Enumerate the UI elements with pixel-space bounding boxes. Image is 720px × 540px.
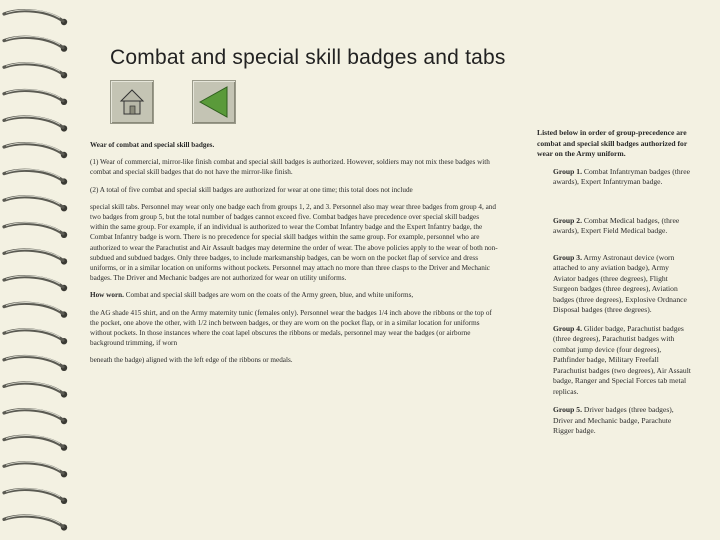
binding-ring [4,144,63,154]
binding-ring [4,117,63,127]
spiral-binding [0,0,80,540]
group-item: Group 3. Army Astronaut device (worn attached to any aviation badge), Army Aviator badges (three degrees), Flight Surgeon badges (three degrees), Aviation badges (three degrees), Explosive Ordnance Disposal badges (three degrees). [553,252,687,314]
group-precedence-column [537,128,691,445]
binding-ring [4,170,63,180]
home-icon [111,81,153,123]
binding-ring [4,436,63,446]
binding-ring [4,11,63,21]
how-worn-label: How worn. [90,291,124,300]
home-button[interactable] [110,80,154,124]
binding-ring [4,90,63,100]
binding-ring [4,277,63,287]
back-button[interactable] [192,80,236,124]
binding-ring [4,489,63,499]
group-item: Group 4. Glider badge, Parachutist badges (three degrees), Parachutist badges with combat jump device (four degrees), Pathfinder badge, Military Freefall Parachutist badges (two degrees), Air Assault badge, Ranger and Special Forces tab metal replicas. [553,323,691,396]
binding-ring [4,303,63,313]
binding-ring [4,410,63,420]
binding-ring [4,516,63,526]
paragraph-2-body: special skill tabs. Personnel may wear only one badge each from groups 1, 2, and 3. Personnel also may wear three badges from group 4, and two badges from group 5, but the total number of badges cannot exceed five. Combat badges have precedence over special skill badges within the same group. For example, if an individual is authorized to wear the Combat Infantry badge and the Expert Infantry badge, the Combat Infantry badge is worn. There is no precedence for special skill badges within the same group. For example, personnel who are authorized to wear the Parachutist and Air Assault badges may determine the order of wear. The above policies apply to the wear of both non-subdued and subdued badges. Only three badges, to include marksmanship badges, can be worn on the pocket flap of service and dress uniforms, or in a similar location on uniforms without pockets. Personnel may attach no more than three clasps to the Driver and Mechanic badges. The Driver and Mechanic badges are not authorized for wear on utility uniforms. [90,202,498,283]
paragraph-3-last: beneath the badge) aligned with the left edge of the ribbons or medals. [90,356,293,365]
binding-ring [4,250,63,260]
slide-title: Combat and special skill badges and tabs [110,46,506,69]
precedence-intro: Listed below in order of group-precedence are combat and special skill badges authorized for wear on the Army uniform. [537,128,688,158]
group-item: Group 1. Combat Infantryman badges (three awards), Expert Infantryman badge. [553,166,690,186]
binding-ring [4,356,63,366]
group-item: Group 2. Combat Medical badges, (three awards), Expert Field Medical badge. [553,215,680,235]
group-item: Group 5. Driver badges (three badges), Driver and Mechanic badge, Parachute Rigger badge. [553,405,674,435]
binding-ring [4,223,63,233]
binding-ring [4,37,63,47]
main-content [90,140,498,373]
paragraph-1: (1) Wear of commercial, mirror-like finish combat and special skill badges is authorized. However, soldiers may not mix these badges with combat and special skill badges that do not have the mirror-like finish. [90,158,490,177]
binding-ring [4,463,63,473]
binding-ring [4,330,63,340]
paragraph-3-first: How worn. Combat and special skill badges are worn on the coats of the Army green, blue, and white uniforms, [90,291,414,300]
binding-ring [4,197,63,207]
paragraph-3-body: the AG shade 415 shirt, and on the Army maternity tunic (females only). Personnel wear the badges 1/4 inch above the ribbons or the top of the pocket, one above the other, with 1/2 inch between badges, or they are worn on the pocket flap, or in a similar location for uniforms without pockets. In those instances where the coat lapel obscures the ribbons or medals, personnel may wear the badges (or airborne background trimming, if worn [90,308,492,348]
back-arrow-icon [193,81,235,123]
paragraph-2-first: (2) A total of five combat and special skill badges are authorized for wear at one time; this total does not include [90,185,413,194]
binding-ring [4,64,63,74]
section-heading: Wear of combat and special skill badges. [90,141,215,149]
binding-ring [4,383,63,393]
